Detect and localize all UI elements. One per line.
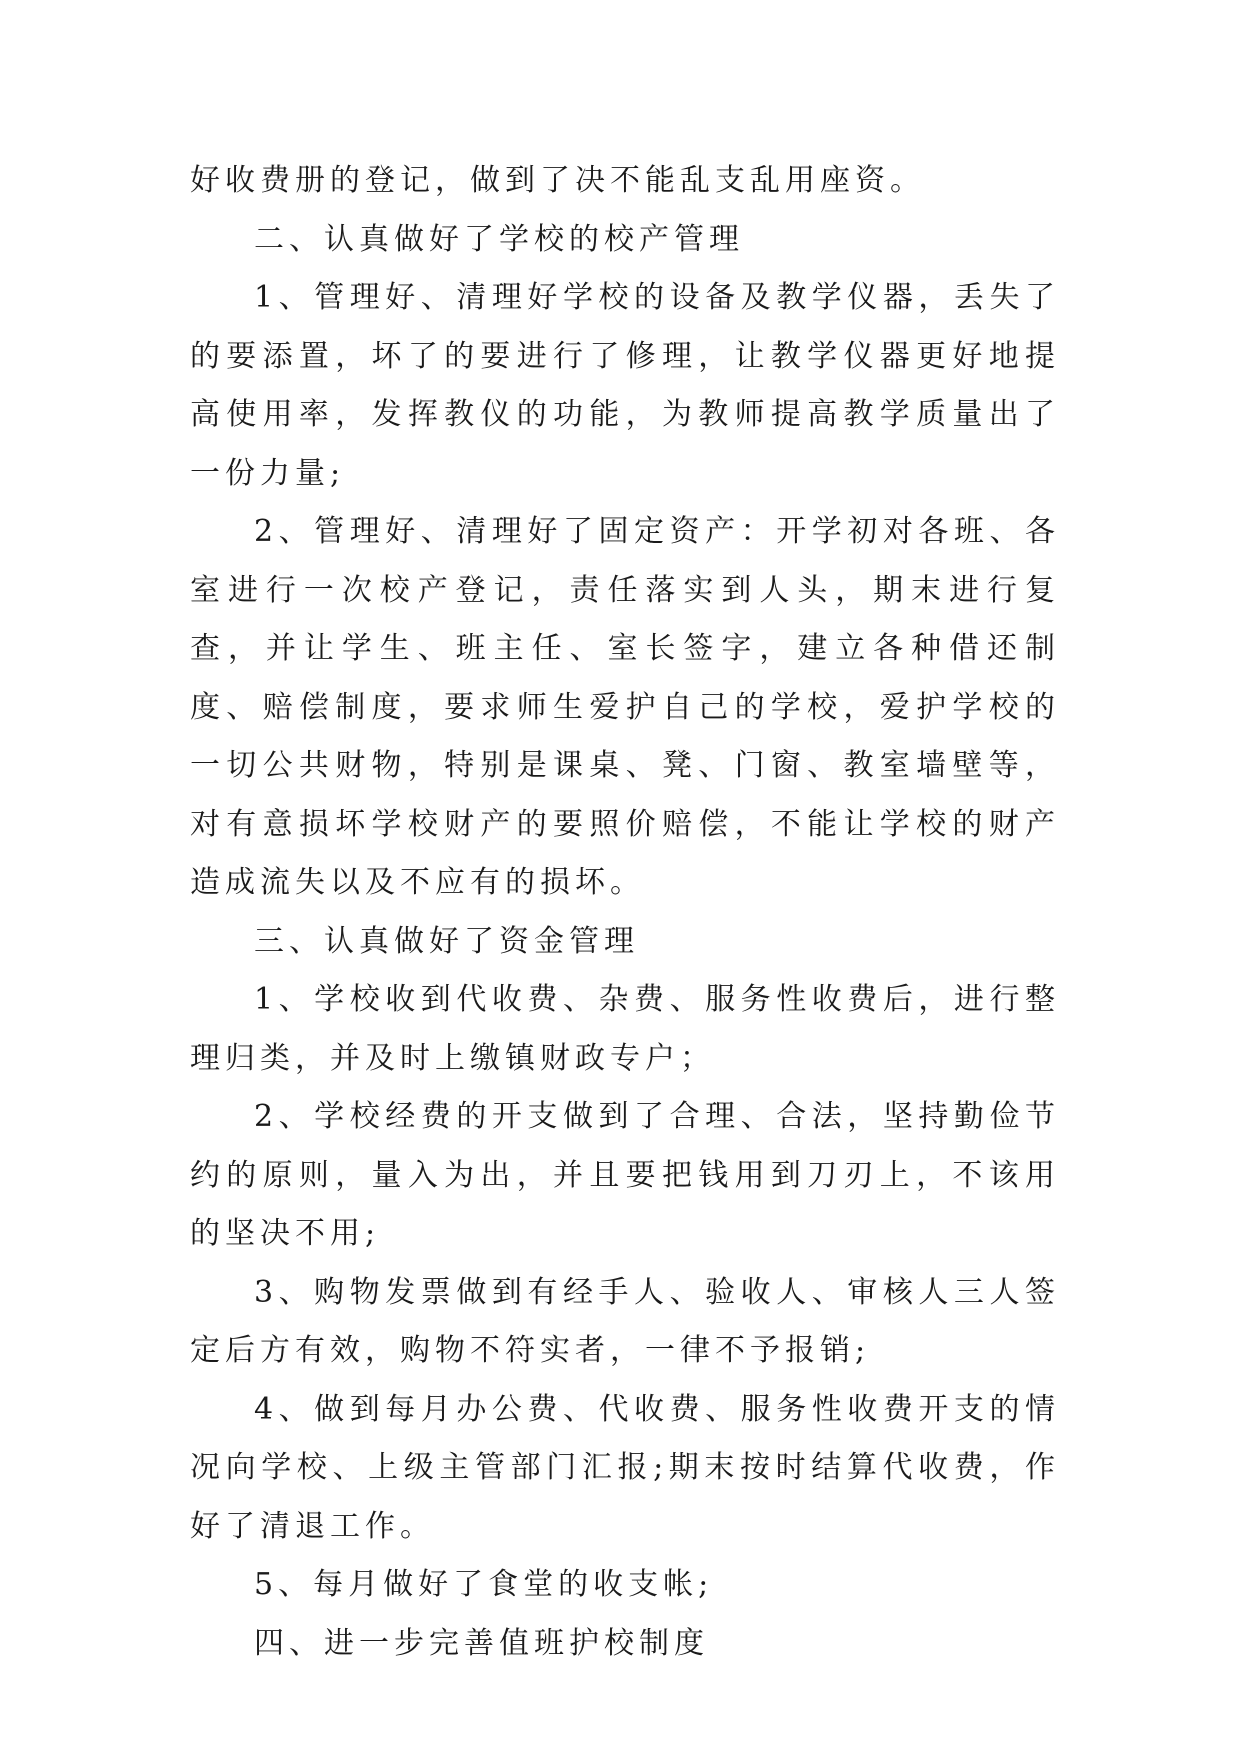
paragraph-3-3: 3、购物发票做到有经手人、验收人、审核人三人签定后方有效，购物不符实者，一律不予报销; bbox=[190, 1274, 1060, 1368]
paragraph-continuation: 好收费册的登记，做到了决不能乱支乱用座资。 bbox=[190, 163, 925, 198]
paragraph-3-2: 2、学校经费的开支做到了合理、合法，坚持勤俭节约的原则，量入为出，并且要把钱用到刀刃上，不该用的坚决不用; bbox=[190, 1099, 1060, 1251]
paragraph-3-5: 5、每月做好了食堂的收支帐; bbox=[254, 1567, 714, 1602]
paragraph-3-1: 1、学校收到代收费、杂费、服务性收费后，进行整理归类，并及时上缴镇财政专户； bbox=[190, 982, 1060, 1076]
paragraph-2-1: 1、管理好、清理好学校的设备及教学仪器，丢失了的要添置，坏了的要进行了修理，让教学仪器更好地提高使用率，发挥教仪的功能，为教师提高教学质量出了一份力量; bbox=[190, 280, 1060, 491]
paragraph-2-2: 2、管理好、清理好了固定资产：开学初对各班、各室进行一次校产登记，责任落实到人头，期末进行复查，并让学生、班主任、室长签字，建立各种借还制度、赔偿制度，要求师生爱护自己的学校，爱护学校的一切公共财物，特别是课桌、凳、门窗、教室墙壁等，对有意损坏学校财产的要照价赔偿，不能让学校的财产造成流失以及不应有的损坏。 bbox=[190, 514, 1060, 900]
section-heading-2: 二、认真做好了学校的校产管理 bbox=[254, 221, 744, 257]
paragraph-3-4: 4、做到每月办公费、代收费、服务性收费开支的情况向学校、上级主管部门汇报;期末按时结算代收费，作好了清退工作。 bbox=[190, 1391, 1060, 1544]
document-body bbox=[190, 152, 1060, 1673]
section-heading-4: 四、进一步完善值班护校制度 bbox=[254, 1625, 709, 1661]
section-heading-3: 三、认真做好了资金管理 bbox=[254, 923, 639, 959]
